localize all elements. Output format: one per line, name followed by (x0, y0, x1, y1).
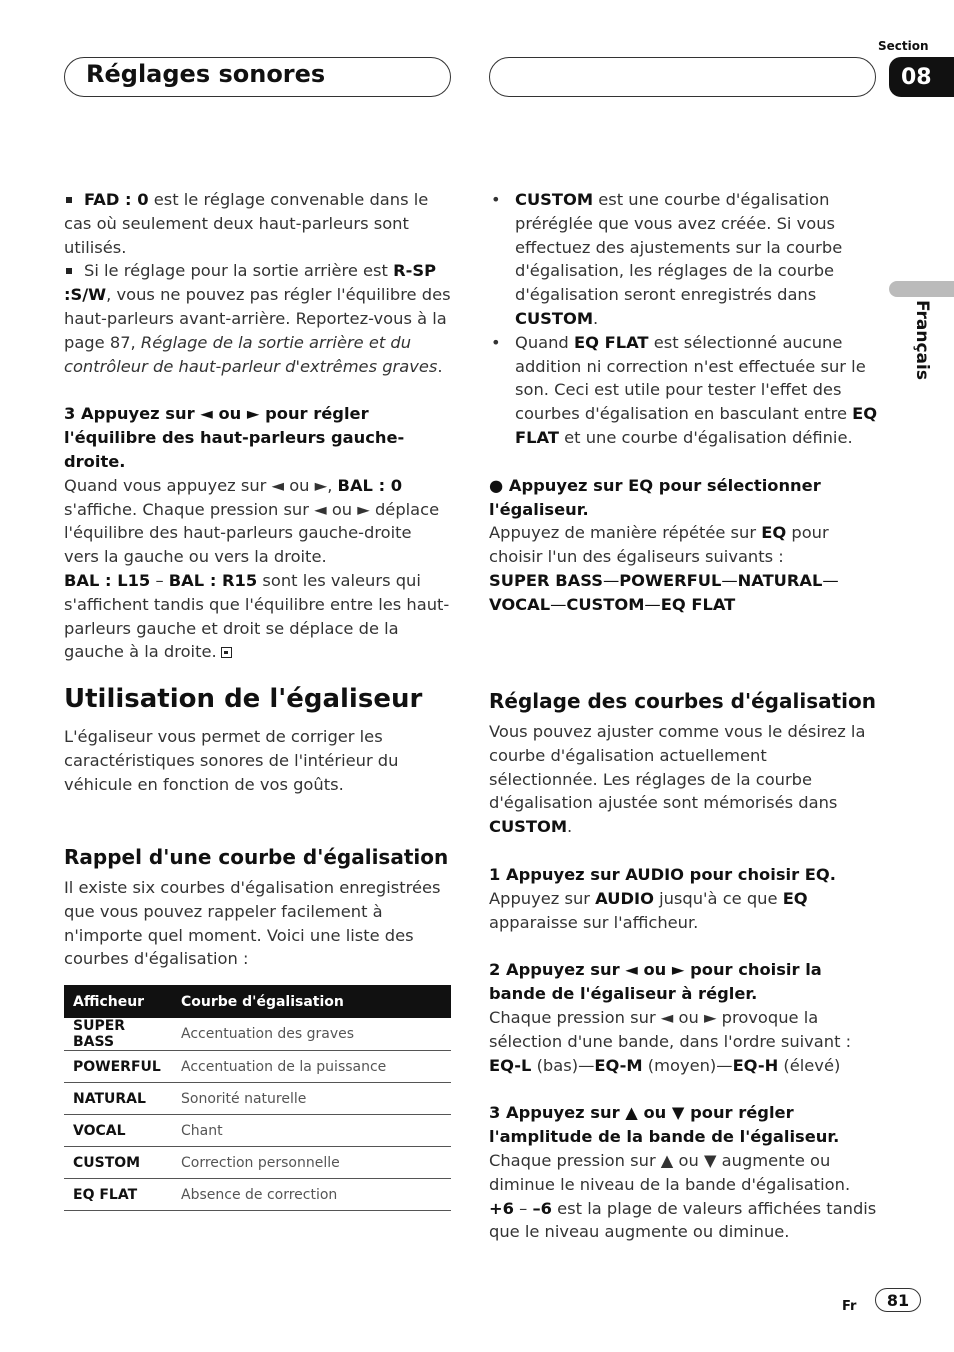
language-tab-marker (889, 281, 954, 297)
adjust-intro-end: . (567, 817, 573, 837)
end-mark-icon (221, 647, 232, 658)
eq-seq-2: POWERFUL (619, 570, 722, 590)
adjust-section (489, 720, 879, 1244)
bullet-dot-icon: • (491, 332, 501, 352)
band-mid-key: EQ-M (594, 1055, 643, 1075)
section-number: 08 (901, 64, 932, 90)
bullet-eqflat-text-a: Quand (515, 332, 574, 352)
table-row (64, 1051, 451, 1083)
range-dash: – (513, 1198, 533, 1218)
square-bullet-icon (66, 197, 72, 203)
step2-text: Chaque pression sur ◄ ou ► provoque la sélection d'une bande, dans l'ordre suivant : (489, 1007, 852, 1051)
step3r-range (489, 1197, 879, 1245)
step1-key-audio: AUDIO (595, 888, 654, 908)
language-tab (912, 300, 932, 400)
table-cell-display: NATURAL (64, 1083, 172, 1115)
band-high-key: EQ-H (732, 1055, 779, 1075)
table-cell-curve: Correction personnelle (172, 1147, 451, 1179)
table-row (64, 1179, 451, 1211)
eq-intro-text: L'égaliseur vous permet de corriger les caractéristiques sonores de l'intérieur du véhicule en fonction de vos goûts. (64, 727, 399, 794)
step3-text-c: sont les valeurs qui s'affichent tandis que l'équilibre entre les haut-parleurs gauche et droit se déplace de la gauche à la droite. (64, 570, 450, 662)
band-mid-text: (moyen) (642, 1055, 717, 1075)
table-cell-curve: Absence de correction (172, 1179, 451, 1211)
note-rear-output (64, 259, 451, 378)
step3-key-l15: BAL : L15 (64, 570, 151, 590)
bullet-custom-text: est une courbe d'égalisation préréglée que vous avez créée. Si vous effectuez des ajustements sur la courbe d'égalisation, les réglages de la courbe d'égalisation seront enregistrés dans (515, 190, 843, 305)
bullet-dot-icon: • (491, 190, 501, 209)
header-blank-frame (489, 57, 876, 97)
table-row (64, 1018, 451, 1051)
right-column-notes (489, 188, 879, 617)
eq-seq-3: NATURAL (737, 570, 823, 590)
note-fad (64, 188, 451, 259)
table-row (64, 1115, 451, 1147)
eq-section-title: Utilisation de l'égaliseur (64, 684, 423, 714)
eq-seq-1: SUPER BASS (489, 570, 603, 590)
note-rear-end: . (437, 356, 443, 376)
table-row (64, 1083, 451, 1115)
table-header-row (64, 985, 451, 1018)
table-cell-display: SUPER BASS (64, 1018, 172, 1051)
section-number-badge (889, 57, 954, 97)
step1-text-c: apparaisse sur l'afficheur. (489, 912, 699, 932)
note-rear-key: R-SP :S/W (64, 261, 437, 305)
table-cell-display: CUSTOM (64, 1147, 172, 1179)
step3-body (64, 474, 451, 569)
step1-body (489, 887, 879, 935)
select-eq-body (489, 521, 879, 569)
bullet-eqflat-key: EQ FLAT (573, 332, 649, 352)
step3-range (64, 569, 451, 664)
band-high-text: (élevé) (778, 1055, 841, 1075)
eq-intro (64, 725, 451, 796)
bullet-custom-end: . (593, 308, 599, 328)
table-cell-curve: Accentuation des graves (172, 1018, 451, 1051)
step2-bands: EQ-L (bas)—EQ-M (moyen)—EQ-H (élevé) (489, 1055, 841, 1075)
language-label: Français (912, 300, 932, 380)
left-column-notes (64, 188, 451, 664)
bullet-custom-key2: CUSTOM (515, 308, 594, 328)
adjust-intro (489, 720, 879, 839)
eq-seq-5: CUSTOM (566, 594, 645, 614)
step3-key-bal0: BAL : 0 (337, 475, 403, 495)
step3-dash: – (150, 570, 169, 590)
table-header-display: Afficheur (64, 985, 172, 1018)
page-header-title: Réglages sonores (86, 60, 326, 88)
page-number-badge (875, 1288, 921, 1312)
select-eq-text-a: Appuyez de manière répétée sur (489, 523, 762, 543)
adjust-title: Réglage des courbes d'égalisation (489, 689, 876, 713)
step3-text-a: Quand vous appuyez sur ◄ ou ►, (64, 475, 338, 495)
step1-text-b: jusqu'à ce que (653, 888, 783, 908)
band-low-text: (bas) (531, 1055, 579, 1075)
band-low-key: EQ-L (489, 1055, 532, 1075)
table-cell-curve: Chant (172, 1115, 451, 1147)
step3-key-r15: BAL : R15 (168, 570, 258, 590)
adjust-intro-text: Vous pouvez ajuster comme vous le désirez la courbe d'égalisation actuellement sélectionnée. Les réglages de la courbe d'égalisation ajustée sont mémorisés dans (489, 722, 866, 813)
recall-body (64, 876, 451, 971)
eq-curves-table (64, 985, 451, 1211)
note-rear-reference: Réglage de la sortie arrière et du contrôleur de haut-parleur d'extrêmes graves (64, 332, 438, 376)
note-rear-text-a: Si le réglage pour la sortie arrière est (84, 261, 394, 281)
bullet-custom (489, 188, 879, 331)
bullet-eqflat-text-c: et une courbe d'égalisation définie. (558, 427, 853, 447)
table-cell-curve: Accentuation de la puissance (172, 1051, 451, 1083)
range-max-key: +6 (489, 1198, 514, 1218)
note-fad-key: FAD : 0 (84, 190, 149, 209)
table-cell-display: POWERFUL (64, 1051, 172, 1083)
table-header-curve: Courbe d'égalisation (172, 985, 451, 1018)
select-eq-text-b: pour choisir l'un des égaliseurs suivants : (489, 523, 829, 567)
note-fad-text: est le réglage convenable dans le cas où seulement deux haut-parleurs sont utilisés. (64, 190, 429, 257)
step2-heading: 2 Appuyez sur ◄ ou ► pour choisir la bande de l'égaliseur à régler. (489, 960, 822, 1004)
footer-language: Fr (842, 1299, 857, 1314)
square-bullet-icon (66, 268, 72, 274)
adjust-intro-key: CUSTOM (489, 817, 568, 837)
note-rear-text-b: , vous ne pouvez pas régler l'équilibre des haut-parleurs avant-arrière. Reportez-vous à la page 87, (64, 285, 451, 352)
step1-key-eq: EQ (782, 888, 808, 908)
recall-title: Rappel d'une courbe d'égalisation (64, 845, 449, 869)
table-row (64, 1147, 451, 1179)
section-label: Section (878, 39, 929, 53)
recall-text: Il existe six courbes d'égalisation enregistrées que vous pouvez rappeler facilement à n'importe quel moment. Voici une liste des courbes d'égalisation : (64, 878, 441, 969)
eq-seq-6: EQ FLAT (660, 594, 736, 614)
step3-text-b: s'affiche. Chaque pression sur ◄ ou ► déplace l'équilibre des haut-parleurs gauche-droite vers la gauche ou vers la droite. (64, 499, 440, 567)
select-eq-key: EQ (761, 523, 787, 543)
bullet-eqflat-text-b: est sélectionné aucune addition ni correction n'est effectuée sur le son. Ceci est utile pour tester l'effet des courbes d'égalisation en basculant entre (515, 332, 866, 424)
step3-heading: 3 Appuyez sur ◄ ou ► pour régler l'équilibre des haut-parleurs gauche-droite. (64, 404, 405, 471)
range-min-key: –6 (532, 1198, 552, 1218)
eq-seq-4: VOCAL (489, 594, 551, 614)
table-cell-display: EQ FLAT (64, 1179, 172, 1211)
bullet-eqflat-key2: EQ FLAT (515, 404, 878, 447)
table-cell-curve: Sonorité naturelle (172, 1083, 451, 1115)
eq-sequence: SUPER BASS—POWERFUL—NATURAL— VOCAL—CUSTOM—EQ FLAT (489, 570, 839, 614)
step1-heading: 1 Appuyez sur AUDIO pour choisir EQ. (489, 864, 836, 884)
table-cell-display: VOCAL (64, 1115, 172, 1147)
step3r-text: Chaque pression sur ▲ ou ▼ augmente ou diminue le niveau de la bande d'égalisation. (489, 1150, 851, 1194)
range-end-text: est la plage de valeurs affichées tandis que le niveau augmente ou diminue. (489, 1198, 877, 1242)
bullet-eqflat (489, 331, 879, 450)
page-number: 81 (886, 1290, 910, 1310)
select-eq-heading: ● Appuyez sur EQ pour sélectionner l'égaliseur. (489, 475, 821, 519)
step3r-heading: 3 Appuyez sur ▲ ou ▼ pour régler l'amplitude de la bande de l'égaliseur. (489, 1103, 840, 1147)
bullet-custom-key: CUSTOM (515, 190, 594, 209)
step1-text-a: Appuyez sur (489, 888, 596, 908)
